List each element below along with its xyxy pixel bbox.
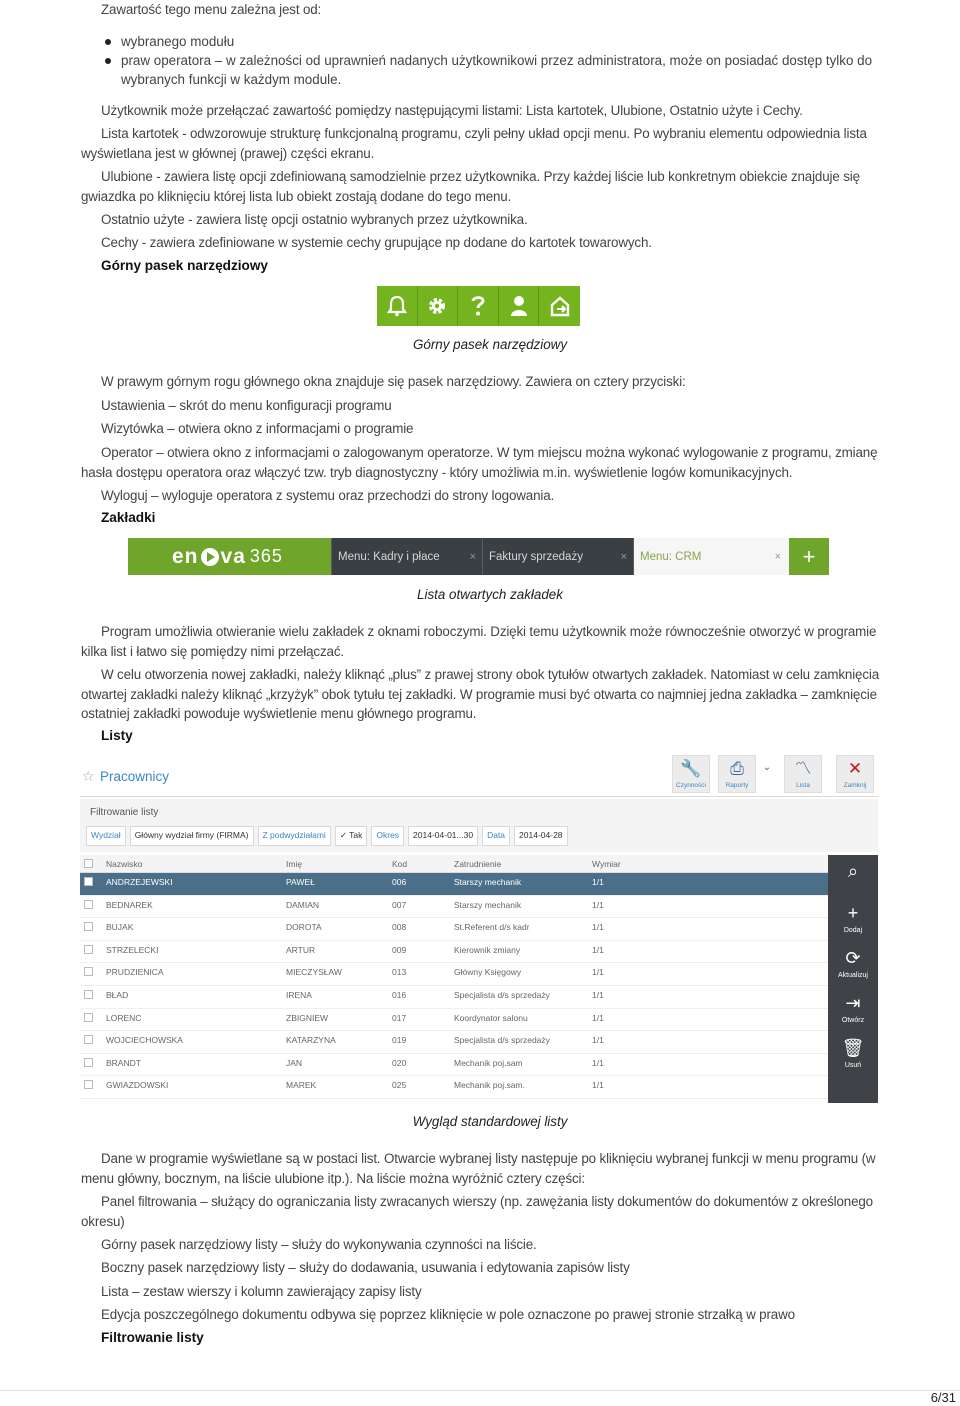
question-icon[interactable] xyxy=(458,286,499,326)
close-icon[interactable]: × xyxy=(774,550,781,563)
table-cell: 008 xyxy=(392,922,407,933)
table-cell: BUJAK xyxy=(106,922,134,933)
reports-button[interactable]: ⎙ Raporty xyxy=(718,755,756,793)
close-icon[interactable]: × xyxy=(620,550,627,563)
paragraph: Użytkownik może przełączać zawartość pomiędzy następującymi listami: Lista kartotek, Ulubione, Ostatnio użyte i Cechy. xyxy=(101,103,803,118)
side-toolbar xyxy=(828,855,878,1103)
paragraph: Górny pasek narzędziowy listy – służy do wykonywania czynności na liście. xyxy=(101,1237,537,1252)
table-row[interactable] xyxy=(80,1054,828,1077)
tab-crm[interactable]: Menu: CRM × xyxy=(633,538,787,575)
enova-logo: en va 365 xyxy=(128,538,331,575)
row-checkbox[interactable] xyxy=(80,1054,102,1076)
table-row[interactable] xyxy=(80,941,828,964)
table-row[interactable] xyxy=(80,963,828,986)
table-row[interactable] xyxy=(80,1031,828,1054)
table-cell: 1/1 xyxy=(592,1012,604,1023)
paragraph: Ustawienia – skrót do menu konfiguracji programu xyxy=(101,398,392,413)
chart-button[interactable]: 〽 Lista xyxy=(784,755,822,793)
tab-kadry[interactable]: Menu: Kadry i płace × xyxy=(331,538,482,575)
list-top-toolbar xyxy=(80,755,878,797)
table-cell: Mechanik poj.sam xyxy=(454,1057,523,1068)
tab-faktury[interactable]: Faktury sprzedaży × xyxy=(482,538,633,575)
table-cell: IRENA xyxy=(286,989,312,1000)
filter-field: Z podwydziałami xyxy=(258,826,331,846)
chart-icon: 〽 xyxy=(794,759,812,778)
filter-field: Okres xyxy=(371,826,404,846)
table-cell: PRUDZIENICA xyxy=(106,967,164,978)
wrench-icon: 🔧 xyxy=(680,759,702,778)
table-cell: 1/1 xyxy=(592,967,604,978)
filter-panel xyxy=(80,799,878,852)
page-number: 6/31 xyxy=(930,1390,956,1405)
filter-label: Filtrowanie listy xyxy=(90,807,159,818)
figure-caption: Wygląd standardowej listy xyxy=(412,1114,568,1129)
bell-icon[interactable] xyxy=(377,286,418,326)
tabs-figure xyxy=(128,538,829,575)
row-checkbox[interactable] xyxy=(80,1076,102,1098)
filter-field: Wydział xyxy=(86,826,126,846)
table-cell: St.Referent d/s kadr xyxy=(454,922,530,933)
chevron-down-icon[interactable]: ⌄ xyxy=(762,762,772,773)
paragraph: Ulubione - zawiera listę opcji zdefiniowaną samodzielnie przez użytkownika. Przy każdej liście lub konkretnym obiekcie znajduje się gwiazdka po kliknięciu której lista lub obiekt zostają dodane do tego menu. xyxy=(81,169,860,204)
table-cell: Starszy mechanik xyxy=(454,899,522,910)
filter-field[interactable]: Główny wydział firmy (FIRMA) xyxy=(130,826,254,846)
section-heading: Górny pasek narzędziowy xyxy=(101,258,268,273)
table-cell: KATARZYNA xyxy=(286,1035,336,1046)
filter-field: Data xyxy=(482,826,510,846)
table-cell: ANDRZEJEWSKI xyxy=(106,877,173,887)
filter-field[interactable]: 2014-04-01...30 xyxy=(408,826,478,846)
figure-caption: Górny pasek narzędziowy xyxy=(412,337,568,352)
table-cell: STRZELECKI xyxy=(106,944,159,955)
row-checkbox[interactable] xyxy=(80,1009,102,1031)
paragraph: Edycja poszczególnego dokumentu odbywa się poprzez kliknięcie w pole oznaczone po prawej stronie strzałką w prawo xyxy=(101,1307,795,1322)
refresh-button[interactable]: ⟳ Aktualizuj xyxy=(828,944,878,984)
table-cell: 025 xyxy=(392,1080,407,1091)
table-cell: WOJCIECHOWSKA xyxy=(106,1035,183,1046)
table-cell: 1/1 xyxy=(592,1035,604,1046)
table-cell: BRANDT xyxy=(106,1057,141,1068)
table-cell: 1/1 xyxy=(592,989,604,1000)
table-cell: Specjalista d/s sprzedaży xyxy=(454,989,550,1000)
paragraph: Lista – zestaw wierszy i kolumn zawierający zapisy listy xyxy=(101,1284,422,1299)
row-checkbox[interactable] xyxy=(80,873,102,895)
row-checkbox[interactable] xyxy=(80,1031,102,1053)
filter-field[interactable]: 2014-04-28 xyxy=(514,826,567,846)
trash-icon: 🗑 xyxy=(841,1038,865,1058)
table-cell: ARTUR xyxy=(286,944,316,955)
logout-icon[interactable] xyxy=(539,286,580,326)
paragraph: Boczny pasek narzędziowy listy – służy do dodawania, usuwania i edytowania zapisów listy xyxy=(101,1260,630,1275)
table-cell: DAMIAN xyxy=(286,899,320,910)
row-checkbox[interactable] xyxy=(80,986,102,1008)
printer-icon: ⎙ xyxy=(730,759,744,778)
paragraph: Lista kartotek - odwzorowuje strukturę funkcjonalną programu, czyli pełny układ opcji menu. Po wybraniu elementu odpowiednia lista wyświetlana jest w głównej (prawej) części ekranu. xyxy=(81,126,867,161)
table-cell: 1/1 xyxy=(592,1080,604,1091)
bullet-list xyxy=(101,32,881,89)
table-cell: 009 xyxy=(392,944,407,955)
table-cell: LORENC xyxy=(106,1012,142,1023)
table-cell: JAN xyxy=(286,1057,303,1068)
close-button[interactable]: ✕ Zamknij xyxy=(836,755,874,793)
search-icon: ⌕ xyxy=(847,861,859,881)
gear-icon[interactable] xyxy=(418,286,459,326)
figure-caption: Lista otwartych zakładek xyxy=(417,587,563,602)
bullet-item: wybranego modułu xyxy=(101,32,881,51)
table-row[interactable] xyxy=(80,896,828,919)
table-cell: 019 xyxy=(392,1035,407,1046)
row-checkbox[interactable] xyxy=(80,918,102,940)
table-cell: 1/1 xyxy=(592,1057,604,1068)
table-cell: 1/1 xyxy=(592,922,604,933)
list-title: Pracownicy xyxy=(100,769,170,784)
table-cell: MAREK xyxy=(286,1080,317,1091)
section-heading: Zakładki xyxy=(101,510,156,525)
footer-divider xyxy=(0,1390,960,1391)
data-grid xyxy=(80,855,828,1103)
section-heading: Listy xyxy=(101,728,133,743)
table-cell: 1/1 xyxy=(592,944,604,955)
table-cell: Kierownik zmiany xyxy=(454,944,521,955)
table-cell: 016 xyxy=(392,989,407,1000)
close-icon[interactable]: × xyxy=(469,550,476,563)
table-row[interactable] xyxy=(80,918,828,941)
table-row[interactable] xyxy=(80,873,828,896)
table-cell: Koordynator salonu xyxy=(454,1012,528,1023)
row-checkbox[interactable] xyxy=(80,963,102,985)
table-cell: Główny Księgowy xyxy=(454,967,522,978)
table-cell: BEDNAREK xyxy=(106,899,153,910)
table-cell: 007 xyxy=(392,899,407,910)
table-cell: 013 xyxy=(392,967,407,978)
table-row[interactable] xyxy=(80,1009,828,1032)
add-button[interactable]: + Dodaj xyxy=(828,899,878,939)
actions-button[interactable]: 🔧 Czynności xyxy=(672,755,710,793)
section-heading: Filtrowanie listy xyxy=(101,1330,204,1345)
paragraph: Ostatnio użyte - zawiera listę opcji ostatnio wybranych przez użytkownika. xyxy=(101,212,528,227)
filter-field[interactable]: ✓ Tak xyxy=(335,826,368,846)
plus-icon: + xyxy=(847,903,859,923)
row-checkbox[interactable] xyxy=(80,896,102,918)
table-cell: PAWEŁ xyxy=(286,877,315,887)
bullet-item: praw operatora – w zależności od uprawnień nadanych użytkownikowi przez administratora, może on posiadać dostęp tylko do wybranych funkcji w każdym module. xyxy=(101,51,881,89)
toolbar-figure xyxy=(377,286,580,326)
close-icon: ✕ xyxy=(847,759,863,778)
row-checkbox[interactable] xyxy=(80,941,102,963)
table-cell: 017 xyxy=(392,1012,407,1023)
paragraph: W celu otworzenia nowej zakładki, należy kliknąć „plus” z prawej strony obok tytułów otwartych zakładek. Natomiast w celu zamknięcia otwartej zakładki należy kliknąć „krzyżyk” obok tytułu tej zakładki. W programie musi być otwarta co najmniej jedna zakładka – zamknięcie ostatniej zakładki powoduje wyświetlenie menu głównego programu. xyxy=(81,667,880,721)
paragraph: W prawym górnym rogu głównego okna znajduje się pasek narzędziowy. Zawiera on cztery przyciski: xyxy=(101,374,686,389)
table-cell: GWIAZDOWSKI xyxy=(106,1080,169,1091)
table-cell: 020 xyxy=(392,1057,407,1068)
table-cell: MIECZYSŁAW xyxy=(286,967,342,978)
table-row[interactable] xyxy=(80,986,828,1009)
table-cell: 1/1 xyxy=(592,899,604,910)
user-icon[interactable] xyxy=(499,286,540,326)
table-cell: Mechanik poj.sam. xyxy=(454,1080,525,1091)
table-cell: 1/1 xyxy=(592,877,604,887)
filter-row xyxy=(86,826,568,846)
intro-text: Zawartość tego menu zależna jest od: xyxy=(101,2,322,17)
paragraph: Panel filtrowania – służący do ograniczania listy zwracanych wierszy (np. zawężania listy dokumentów do dokumentów z określonego okresu) xyxy=(81,1194,873,1229)
table-header: Nazwisko Imię Kod Zatrudnienie Wymiar xyxy=(80,855,828,873)
list-figure xyxy=(80,755,878,1103)
table-cell: Starszy mechanik xyxy=(454,877,522,887)
table-cell: 006 xyxy=(392,877,407,887)
search-button[interactable] xyxy=(828,857,878,897)
table-row[interactable] xyxy=(80,1076,828,1099)
open-icon: ⇥ xyxy=(845,993,861,1013)
delete-button[interactable]: 🗑 Usuń xyxy=(828,1034,878,1074)
paragraph: Operator – otwiera okno z informacjami o zalogowanym operatorze. W tym miejscu można wykonać wylogowanie z programu, zmianę hasła dostępu operatora oraz włączyć tzw. tryb diagnostyczny - który umożliwia m.in. wyświetlenie logów komunikacyjnych. xyxy=(81,445,878,480)
table-cell: DOROTA xyxy=(286,922,322,933)
play-icon xyxy=(201,548,219,566)
table-cell: ZBIGNIEW xyxy=(286,1012,329,1023)
paragraph: Program umożliwia otwieranie wielu zakładek z oknami roboczymi. Dzięki temu użytkownik może równocześnie otworzyć w programie kilka list i łatwo się pomiędzy nimi przełączać. xyxy=(81,624,877,659)
add-tab-button[interactable]: + xyxy=(789,538,829,575)
refresh-icon: ⟳ xyxy=(845,948,861,968)
star-icon[interactable]: ☆ xyxy=(82,768,95,784)
paragraph: Dane w programie wyświetlane są w postaci list. Otwarcie wybranej listy następuje po kliknięciu wybranej funkcji w menu programu (w menu główny, bocznym, na liście ulubione itp.). Na liście można wyróżnić cztery części: xyxy=(81,1151,876,1186)
table-cell: Specjalista d/s sprzedaży xyxy=(454,1035,550,1046)
paragraph: Wizytówka – otwiera okno z informacjami o programie xyxy=(101,421,414,436)
paragraph: Wyloguj – wyloguje operatora z systemu oraz przechodzi do strony logowania. xyxy=(101,488,555,503)
open-button[interactable]: ⇥ Otwórz xyxy=(828,989,878,1029)
table-cell: BŁAD xyxy=(106,989,129,1000)
paragraph: Cechy - zawiera zdefiniowane w systemie cechy grupujące np dodane do kartotek towarowych. xyxy=(101,235,652,250)
